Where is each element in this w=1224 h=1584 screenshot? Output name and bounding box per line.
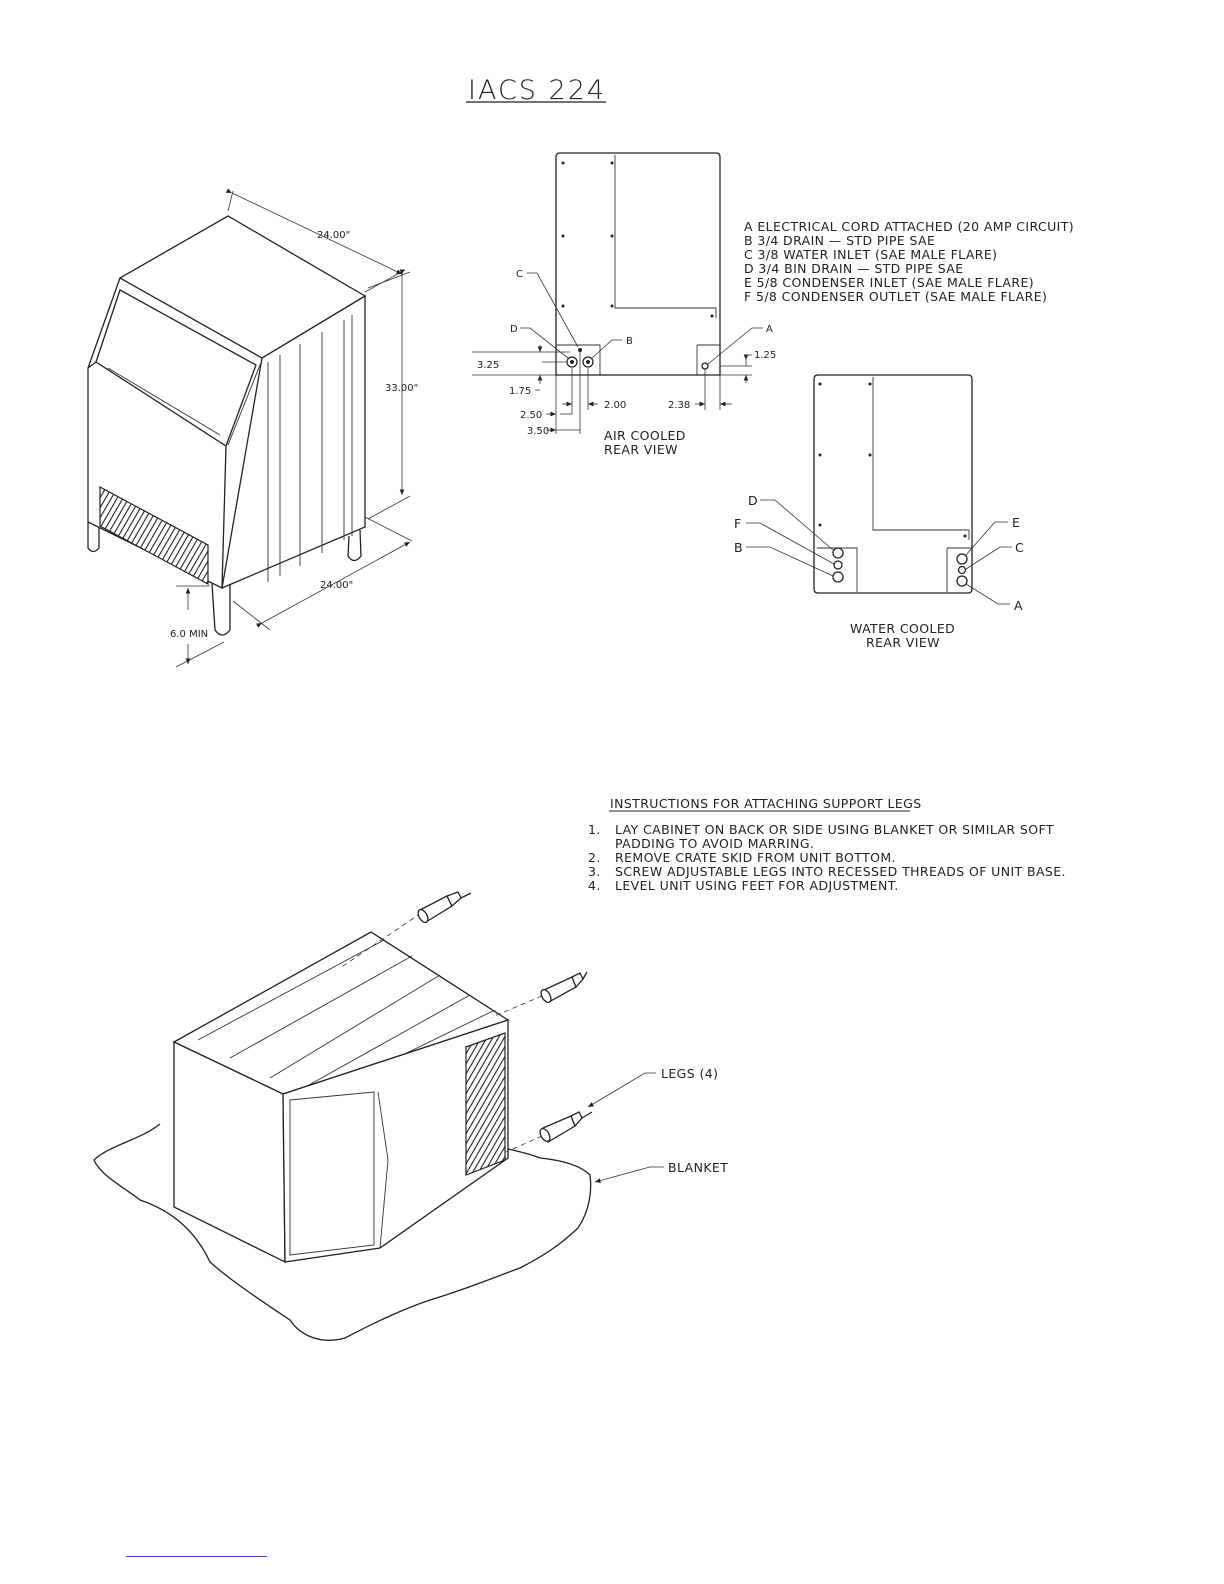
step-text: PADDING TO AVOID MARRING. xyxy=(615,836,815,851)
air-label-a: A xyxy=(766,324,773,335)
dim-width-label: 24.00" xyxy=(320,580,354,591)
step-text: LAY CABINET ON BACK OR SIDE USING BLANKET OR SIMILAR SOFT xyxy=(615,822,1054,837)
step-number: 1. xyxy=(588,822,601,837)
legend-line-b: B 3/4 DRAIN — STD PIPE SAE xyxy=(744,233,936,248)
step-text: REMOVE CRATE SKID FROM UNIT BOTTOM. xyxy=(615,850,896,865)
dim-350-label: 3.50 xyxy=(527,426,550,437)
dim-325-label: 3.25 xyxy=(477,360,500,371)
dim-leg-label: 6.0 MIN xyxy=(170,629,209,640)
air-cooled-caption-1: AIR COOLED xyxy=(604,428,686,443)
legend-line-e: E 5/8 CONDENSER INLET (SAE MALE FLARE) xyxy=(744,275,1035,290)
step-number: 3. xyxy=(588,864,601,879)
legend-line-c: C 3/8 WATER INLET (SAE MALE FLARE) xyxy=(744,247,998,262)
footer-rule xyxy=(126,1556,267,1557)
step-number: 4. xyxy=(588,878,601,893)
unit-on-blanket-view xyxy=(94,892,728,1340)
air-label-c: C xyxy=(516,269,523,280)
water-label-c: C xyxy=(1015,540,1025,555)
dim-depth-label: 24.00" xyxy=(317,230,351,241)
water-cooled-caption-1: WATER COOLED xyxy=(850,621,956,636)
dim-175-label: 1.75 xyxy=(509,386,532,397)
water-label-e: E xyxy=(1012,515,1021,530)
legend-line-f: F 5/8 CONDENSER OUTLET (SAE MALE FLARE) xyxy=(744,289,1048,304)
dim-238-label: 2.38 xyxy=(668,400,691,411)
air-cooled-rear-view xyxy=(472,153,776,457)
legs-label: LEGS (4) xyxy=(661,1066,719,1081)
air-cooled-caption-2: REAR VIEW xyxy=(604,442,678,457)
instructions-heading: INSTRUCTIONS FOR ATTACHING SUPPORT LEGS xyxy=(610,796,922,811)
leg-icon-2 xyxy=(492,972,587,1017)
step-number: 2. xyxy=(588,850,601,865)
water-label-a: A xyxy=(1014,598,1023,613)
step-text: LEVEL UNIT USING FEET FOR ADJUSTMENT. xyxy=(615,878,899,893)
dim-250-label: 2.50 xyxy=(520,410,543,421)
air-label-d: D xyxy=(510,324,518,335)
step-text: SCREW ADJUSTABLE LEGS INTO RECESSED THREADS OF UNIT BASE. xyxy=(615,864,1066,879)
dim-height-label: 33.00" xyxy=(385,383,419,394)
leg-instructions xyxy=(588,796,1066,893)
water-cooled-caption-2: REAR VIEW xyxy=(866,635,940,650)
drawing-title: IACS 224 xyxy=(468,75,607,106)
water-label-b: B xyxy=(734,540,743,555)
water-label-f: F xyxy=(734,516,742,531)
legend-line-d: D 3/4 BIN DRAIN — STD PIPE SAE xyxy=(744,261,964,276)
connection-legend xyxy=(744,219,1074,304)
air-label-b: B xyxy=(626,336,633,347)
isometric-unit-view xyxy=(88,191,418,667)
legend-line-a: A ELECTRICAL CORD ATTACHED (20 AMP CIRCUIT) xyxy=(744,219,1075,234)
water-cooled-rear-view xyxy=(734,375,1024,650)
dim-200-label: 2.00 xyxy=(604,400,627,411)
leg-icon-3 xyxy=(506,1112,592,1152)
water-label-d: D xyxy=(748,493,759,508)
blanket-label: BLANKET xyxy=(668,1160,729,1175)
dim-125-label: 1.25 xyxy=(754,350,777,361)
